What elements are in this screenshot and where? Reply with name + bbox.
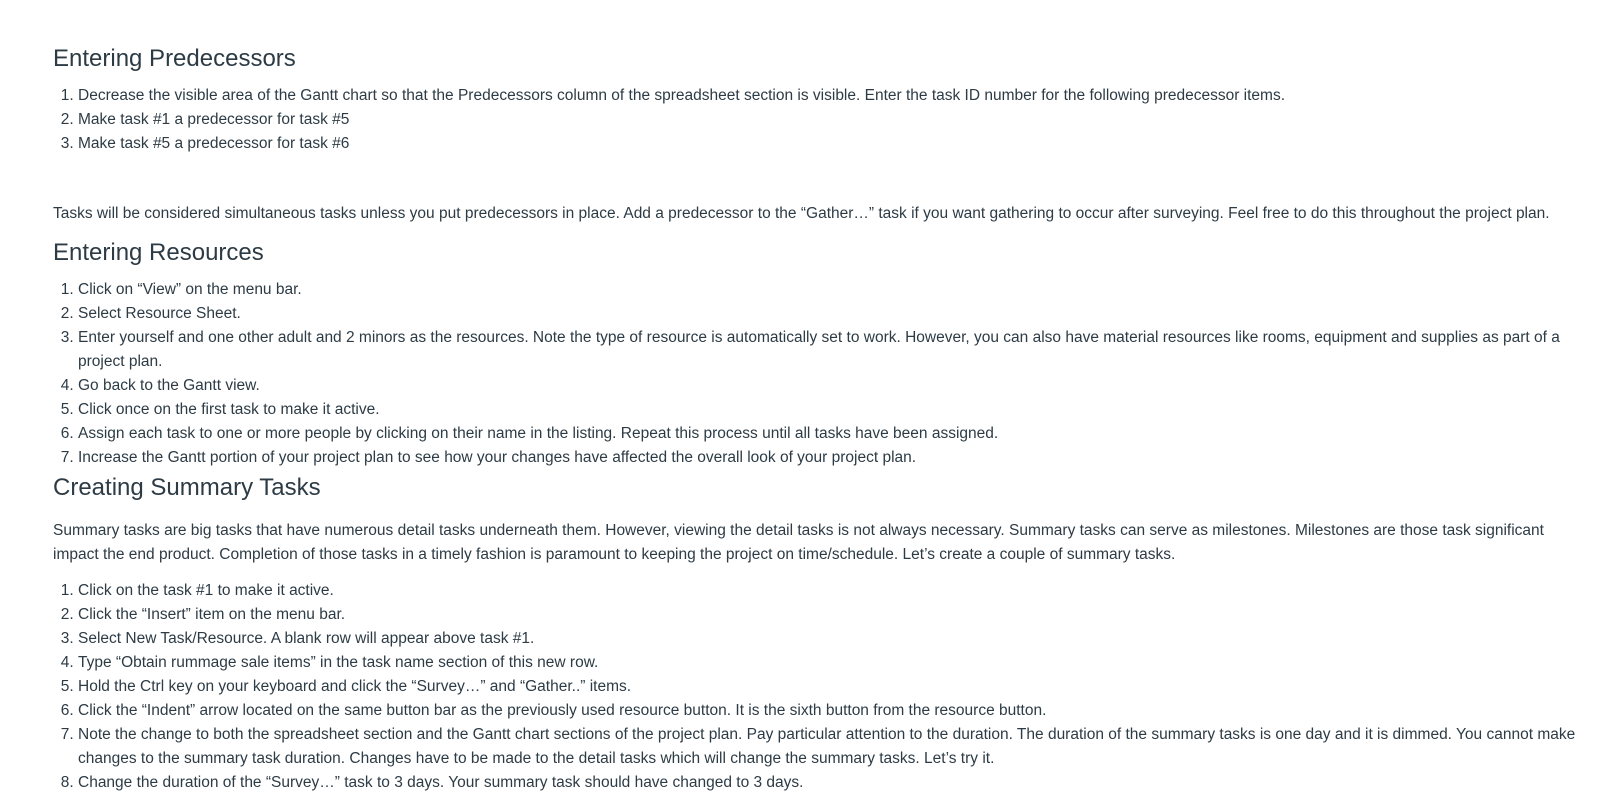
list-item: 7. Note the change to both the spreadsheet section and the Gantt chart sections of the project plan. Pay particular attention to the duration. The duration of the summary tasks is one day and it is dimmed. You cannot make changes to the summary task duration. Changes have to be made to the detail tasks which will change the summary tasks. Let’s try it.: [78, 723, 1588, 771]
heading-entering-predecessors: Entering Predecessors: [53, 45, 296, 72]
list-item: 2. Click the “Insert” item on the menu bar.: [78, 603, 1588, 627]
summary-intro: Summary tasks are big tasks that have numerous detail tasks underneath them. However, viewing the detail tasks is not always necessary. Summary tasks can serve as milestones. Milestones are those task significant impact the end product. Completion of those tasks in a timely fashion is paramount to keeping the project on time/schedule. Let’s create a couple of summary tasks.: [53, 522, 1544, 563]
summary-steps-list: [53, 579, 1588, 795]
list-item: 6. Assign each task to one or more people by clicking on their name in the listing. Repeat this process until all tasks have been assigned.: [78, 422, 1588, 446]
list-item: 2. Select Resource Sheet.: [78, 302, 1588, 326]
list-item: 4. Type “Obtain rummage sale items” in the task name section of this new row.: [78, 651, 1588, 675]
list-item: 3. Enter yourself and one other adult and 2 minors as the resources. Note the type of resource is automatically set to work. However, you can also have material resources like rooms, equipment and supplies as part of a project plan.: [78, 326, 1588, 374]
list-item: 2. Make task #1 a predecessor for task #5: [78, 108, 1598, 132]
list-item: 3. Make task #5 a predecessor for task #6: [78, 132, 1598, 156]
resource-steps-list: [53, 278, 1588, 470]
list-item: 3. Select New Task/Resource. A blank row will appear above task #1.: [78, 627, 1588, 651]
list-item: 6. Click the “Indent” arrow located on the same button bar as the previously used resource button. It is the sixth button from the resource button.: [78, 699, 1588, 723]
list-item: 5. Click once on the first task to make it active.: [78, 398, 1588, 422]
list-item: 5. Hold the Ctrl key on your keyboard and click the “Survey…” and “Gather..” items.: [78, 675, 1588, 699]
list-item: 1. Click on “View” on the menu bar.: [78, 278, 1588, 302]
heading-creating-summary-tasks: Creating Summary Tasks: [53, 474, 321, 501]
list-item: 7. Increase the Gantt portion of your project plan to see how your changes have affected the overall look of your project plan.: [78, 446, 1588, 470]
predecessors-note: Tasks will be considered simultaneous tasks unless you put predecessors in place. Add a predecessor to the “Gather…” task if you want gathering to occur after surveying. Feel free to do this throughout the project plan.: [53, 205, 1550, 222]
list-item: 1. Decrease the visible area of the Gantt chart so that the Predecessors column of the spreadsheet section is visible. Enter the task ID number for the following predecessor items.: [78, 84, 1598, 108]
list-item: 1. Click on the task #1 to make it active.: [78, 579, 1588, 603]
list-item: 4. Go back to the Gantt view.: [78, 374, 1588, 398]
predecessor-steps-list: [53, 84, 1598, 156]
list-item: 8. Change the duration of the “Survey…” task to 3 days. Your summary task should have changed to 3 days.: [78, 771, 1588, 795]
heading-entering-resources: Entering Resources: [53, 239, 264, 266]
